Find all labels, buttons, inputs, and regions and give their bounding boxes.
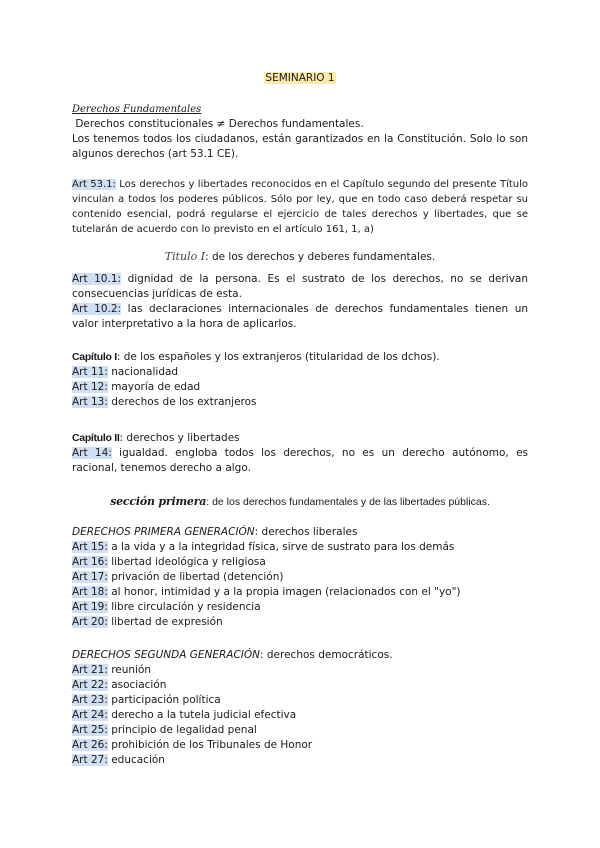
- article-ref: Art 10.1:: [72, 273, 122, 285]
- paragraph: Art 14: igualdad. engloba todos los derechos, no es un derecho autónomo, es racional, tenemos derecho a algo.: [72, 447, 528, 474]
- list-item: Art 23: participación política: [72, 694, 221, 706]
- capitulo-i-section: Capítulo I: de los españoles y los extranjeros (titularidad de los dchos). Art 11: nacionalidad Art 12: mayoría de edad Art 13: derechos de los extranjeros: [72, 350, 528, 410]
- article-ref: Art 10.2:: [72, 303, 122, 315]
- article-ref: Art 53.1:: [72, 179, 116, 190]
- list-item: Art 15: a la vida y a la integridad física, sirve de sustrato para los demás: [72, 541, 455, 553]
- list-item: Art 21: reunión: [72, 664, 152, 676]
- art-10-paragraphs: Art 10.1: dignidad de la persona. Es el sustrato de los derechos, no se derivan consecuencias jurídicas de esta. Art 10.2: las declaraciones internacionales de derechos fundamentales tienen un valor interpretativo a la hora de aplicarlos.: [72, 273, 529, 330]
- list-item: Art 22: asociación: [72, 679, 167, 691]
- derechos-fundamentales-section: [72, 102, 528, 162]
- page-title: SEMINARIO 1: [265, 72, 335, 84]
- list-item: Art 16: libertad ideológica y religiosa: [72, 556, 266, 568]
- list-item: Art 17: privación de libertad (detención): [72, 571, 284, 583]
- primera-generacion-section: DERECHOS PRIMERA GENERACIÓN: derechos liberales Art 15: a la vida y a la integridad física, sirve de sustrato para los demás Art 16: libertad ideológica y religiosa Art 17: privación de libertad (detención) Art 18: al honor, intimidad y a la propia imagen (relacionados con el "yo") Art 19: libre circulación y residencia Art 20: libertad de expresión: [72, 525, 528, 630]
- art-53-1-paragraph: Art 53.1: Los derechos y libertades reconocidos en el Capítulo segundo del presente Título vinculan a todos los poderes públicos. Sólo por ley, que en todo caso deberá respetar su contenido esencial, podrá regularse el ejercicio de tales derechos y libertades, que se tutelarán de acuerdo con lo previsto en el artículo 161, 1, a): [72, 179, 529, 235]
- titulo-i-heading: Titulo I: de los derechos y deberes fundamentales.: [164, 250, 436, 263]
- list-item: Art 13: derechos de los extranjeros: [72, 396, 257, 408]
- list-item: Art 18: al honor, intimidad y a la propia imagen (relacionados con el "yo"): [72, 586, 461, 598]
- capitulo-ii-section: Capítulo II: derechos y libertades Art 14: igualdad. engloba todos los derechos, no es un derecho autónomo, es racional, tenemos derecho a algo.: [72, 432, 528, 474]
- paragraph: Los tenemos todos los ciudadanos, están garantizados en la Constitución. Solo lo son algunos derechos (art 53.1 CE).: [72, 133, 528, 160]
- section-heading: Derechos Fundamentales: [72, 104, 202, 115]
- seccion-primera-heading: sección primera: de los derechos fundamentales y de las libertades públicas.: [110, 495, 490, 508]
- list-item: Art 20: libertad de expresión: [72, 616, 223, 628]
- list-item: Art 24: derecho a la tutela judicial efectiva: [72, 709, 297, 721]
- list-item: Art 25: principio de legalidad penal: [72, 724, 257, 736]
- list-item: Art 27: educación: [72, 754, 165, 766]
- list-item: Art 19: libre circulación y residencia: [72, 601, 261, 613]
- list-item: Art 11: nacionalidad: [72, 366, 179, 378]
- segunda-generacion-section: DERECHOS SEGUNDA GENERACIÓN: derechos democráticos. Art 21: reunión Art 22: asociación Art 23: participación política Art 24: derecho a la tutela judicial efectiva Art 25: principio de legalidad penal Art 26: prohibición de los Tribunales de Honor Art 27: educación: [72, 648, 528, 768]
- list-item: Art 26: prohibición de los Tribunales de Honor: [72, 739, 313, 751]
- list-item: Art 12: mayoría de edad: [72, 381, 201, 393]
- paragraph: Derechos constitucionales ≠ Derechos fundamentales.: [72, 118, 364, 130]
